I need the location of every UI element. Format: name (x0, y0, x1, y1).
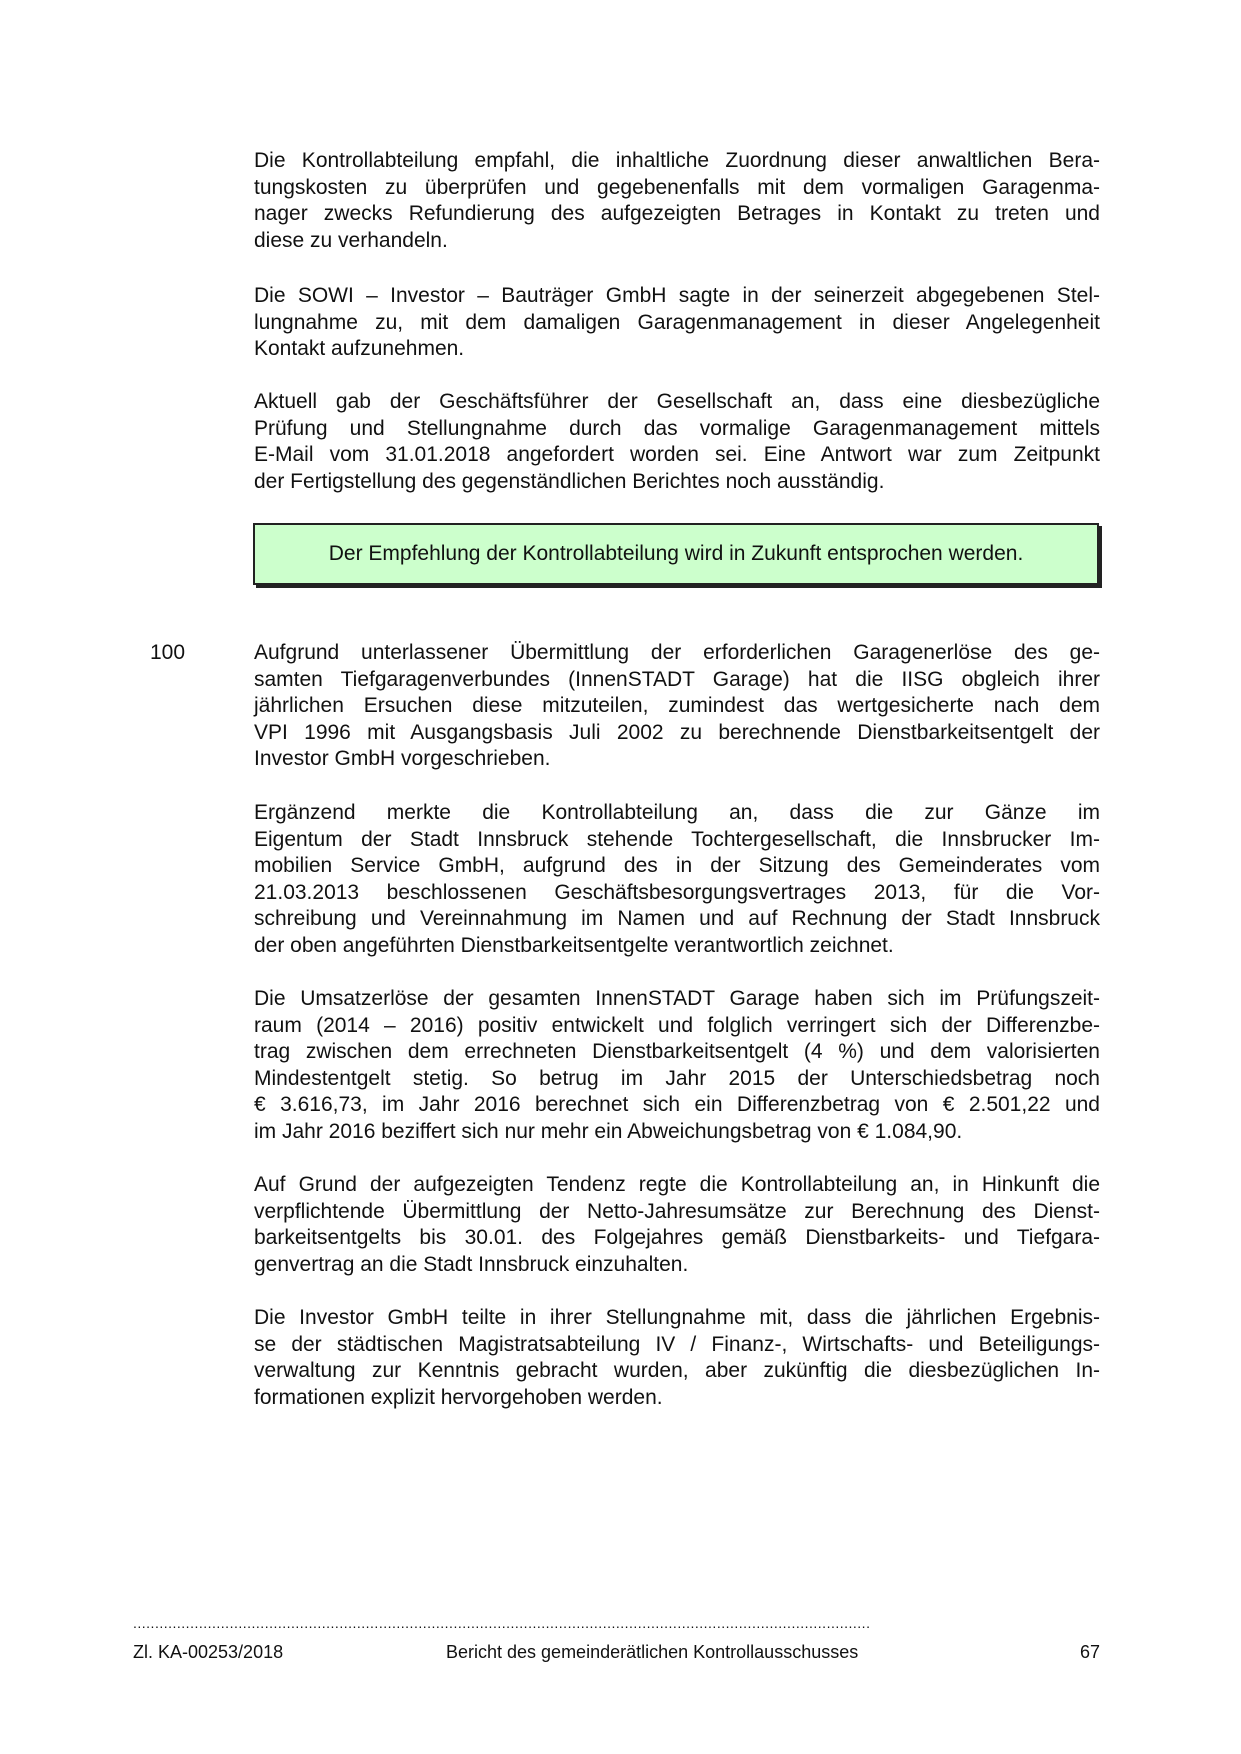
text-line: Aktuell gab der Geschäftsführer der Gesellschaft an, dass eine diesbezügliche (254, 390, 1100, 413)
response-box (253, 523, 1099, 585)
text-line: diese zu verhandeln. (254, 228, 448, 252)
text-line: raum (2014 – 2016) positiv entwickelt und folglich verringert sich der Differenzbe- (254, 1013, 1100, 1037)
text-line: barkeitsentgelts bis 30.01. des Folgejahres gemäß Dienstbarkeits- und Tiefgara- (254, 1226, 1100, 1249)
text-line: € 3.616,73, im Jahr 2016 berechnet sich ein Differenzbetrag von € 2.501,22 und (254, 1093, 1100, 1116)
text-line: nager zwecks Refundierung des aufgezeigten Betrages in Kontakt zu treten und (254, 202, 1100, 225)
paragraph (254, 389, 1100, 495)
text-line: verpflichtende Übermittlung der Netto-Jahresumsätze zur Berechnung des Dienst- (254, 1199, 1100, 1223)
paragraph (254, 283, 1100, 363)
text-line: se der städtischen Magistratsabteilung IV / Finanz-, Wirtschafts- und Beteiligungs- (254, 1332, 1100, 1356)
text-line: genvertrag an die Stadt Innsbruck einzuhalten. (254, 1252, 689, 1276)
paragraph (254, 800, 1100, 959)
page-number: 67 (1079, 1642, 1100, 1662)
text-line: Die Kontrollabteilung empfahl, die inhaltliche Zuordnung dieser anwaltlichen Bera- (254, 149, 1100, 172)
text-line: schreibung und Vereinnahmung im Namen und auf Rechnung der Stadt Innsbruck (254, 907, 1100, 930)
text-line: Die Investor GmbH teilte in ihrer Stellungnahme mit, dass die jährlichen Ergebnis- (254, 1306, 1100, 1329)
text-line: lungnahme zu, mit dem damaligen Garagenmanagement in dieser Angelegenheit (254, 310, 1100, 334)
text-line: im Jahr 2016 beziffert sich nur mehr ein Abweichungsbetrag von € 1.084,90. (254, 1119, 963, 1143)
paragraph (254, 1172, 1100, 1278)
text-line: Die SOWI – Investor – Bauträger GmbH sagte in der seinerzeit abgegebenen Stel- (254, 284, 1100, 307)
paragraph (254, 640, 1100, 773)
text-line: 21.03.2013 beschlossenen Geschäftsbesorgungsvertrages 2013, für die Vor- (254, 880, 1100, 904)
text-line: Eigentum der Stadt Innsbruck stehende Tochtergesellschaft, die Innsbrucker Im- (254, 827, 1100, 851)
text-line: Die Umsatzerlöse der gesamten InnenSTADT Garage haben sich im Prüfungszeit- (254, 987, 1100, 1010)
text-line: formationen explizit hervorgehoben werden. (254, 1385, 663, 1409)
text-line: Prüfung und Stellungnahme durch das vormalige Garagenmanagement mittels (254, 416, 1100, 440)
text-line: Investor GmbH vorgeschrieben. (254, 747, 551, 770)
response-text: Der Empfehlung der Kontrollabteilung wird in Zukunft entsprochen werden. (328, 542, 1024, 565)
text-line: Auf Grund der aufgezeigten Tendenz regte die Kontrollabteilung an, in Hinkunft die (254, 1173, 1100, 1196)
text-line: VPI 1996 mit Ausgangsbasis Juli 2002 zu berechnende Dienstbarkeitsentgelt der (254, 720, 1100, 744)
footer-title: Bericht des gemeinderätlichen Kontrollausschusses (446, 1642, 859, 1662)
text-line: E-Mail vom 31.01.2018 angefordert worden sei. Eine Antwort war zum Zeitpunkt (254, 443, 1100, 466)
text-line: verwaltung zur Kenntnis gebracht wurden, aber zukünftig die diesbezüglichen In- (254, 1359, 1100, 1382)
text-line: der Fertigstellung des gegenständlichen Berichtes noch ausständig. (254, 469, 885, 493)
paragraph (254, 1305, 1100, 1411)
text-line: mobilien Service GmbH, aufgrund des in der Sitzung des Gemeinderates vom (254, 854, 1100, 877)
text-line: jährlichen Ersuchen diese mitzuteilen, zumindest das wertgesicherte nach dem (254, 694, 1100, 717)
text-line: Ergänzend merkte die Kontrollabteilung an, dass die zur Gänze im (254, 801, 1100, 824)
text-line: Kontakt aufzunehmen. (254, 337, 465, 360)
footer-divider: ........................................................................................................................................................................ (133, 1618, 871, 1628)
item-number: 100 (150, 641, 186, 664)
text-line: tungskosten zu überprüfen und gegebenenfalls mit dem vormaligen Garagenma- (254, 175, 1100, 199)
paragraph (254, 148, 1100, 254)
footer-reference: Zl. KA-00253/2018 (133, 1642, 284, 1662)
paragraph (254, 986, 1100, 1145)
text-line: der oben angeführten Dienstbarkeitsentgelte verantwortlich zeichnet. (254, 933, 894, 957)
text-line: samten Tiefgaragenverbundes (InnenSTADT Garage) hat die IISG obgleich ihrer (254, 667, 1100, 691)
text-line: Aufgrund unterlassener Übermittlung der erforderlichen Garagenerlöse des ge- (254, 641, 1100, 664)
text-line: Mindestentgelt stetig. So betrug im Jahr 2015 der Unterschiedsbetrag noch (254, 1066, 1100, 1090)
text-line: trag zwischen dem errechneten Dienstbarkeitsentgelt (4 %) und dem valorisierten (254, 1040, 1100, 1063)
